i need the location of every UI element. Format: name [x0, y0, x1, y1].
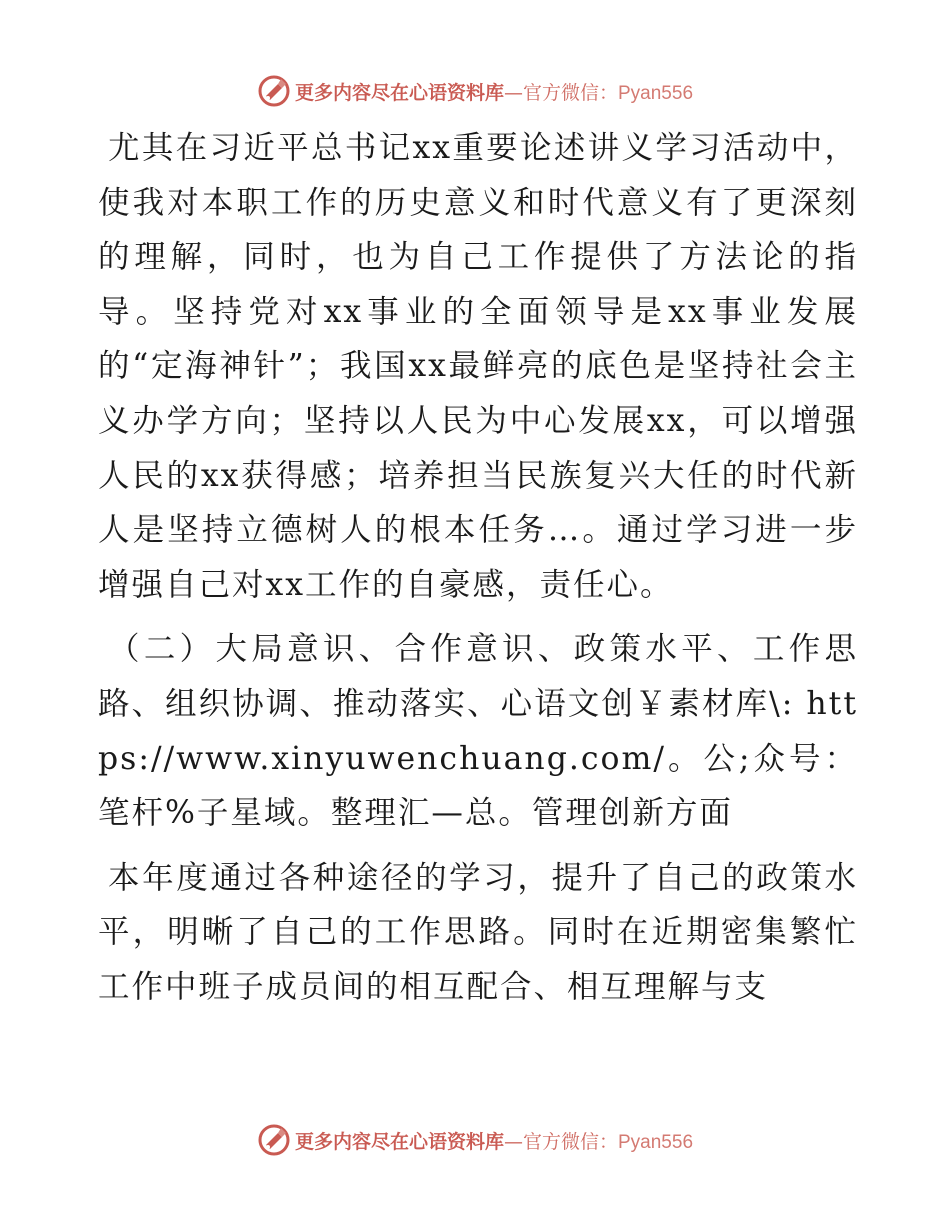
banner-wechat-label: 官方微信： — [522, 81, 618, 104]
banner-wechat-id: Pyan556 — [618, 82, 694, 104]
banner-wechat-label: 官方微信： — [522, 1130, 618, 1153]
paragraph-1: 尤其在习近平总书记xx重要论述讲义学习活动中，使我对本职工作的历史意义和时代意义有了更深刻的理解，同时，也为自己工作提供了方法论的指导。坚持党对xx事业的全面领导是xx事业发展的“定海神针”；我国xx最鲜亮的底色是坚持社会主义办学方向；坚持以人民为中心发展xx，可以增强人民的xx获得感；培养担当民族复兴大任的时代新人是坚持立德树人的根本任务…。通过学习进一步增强自己对xx工作的自豪感，责任心。 — [98, 130, 858, 603]
banner-separator: — — [503, 1130, 523, 1153]
banner-wechat-id: Pyan556 — [618, 1131, 694, 1153]
document-body — [98, 121, 858, 1015]
logo-icon — [257, 74, 291, 108]
footer-banner — [0, 1120, 950, 1160]
header-banner — [0, 71, 950, 111]
banner-brand: 更多内容尽在心语资料库 — [294, 81, 504, 104]
banner-separator: — — [503, 81, 523, 104]
paragraph-3: 本年度通过各种途径的学习，提升了自己的政策水平，明晰了自己的工作思路。同时在近期密集繁忙工作中班子成员间的相互配合、相互理解与支 — [98, 859, 858, 1005]
paragraph-2: （二）大局意识、合作意识、政策水平、工作思路、组织协调、推动落实、心语文创￥素材库\: https://www.xinyuwenchuang.com/。公;众号：笔杆%子星域。整理汇—总。管理创新方面 — [98, 631, 858, 832]
logo-icon — [257, 1123, 291, 1157]
banner-text — [295, 78, 693, 105]
banner-text — [295, 1127, 693, 1154]
banner-brand: 更多内容尽在心语资料库 — [294, 1130, 504, 1153]
